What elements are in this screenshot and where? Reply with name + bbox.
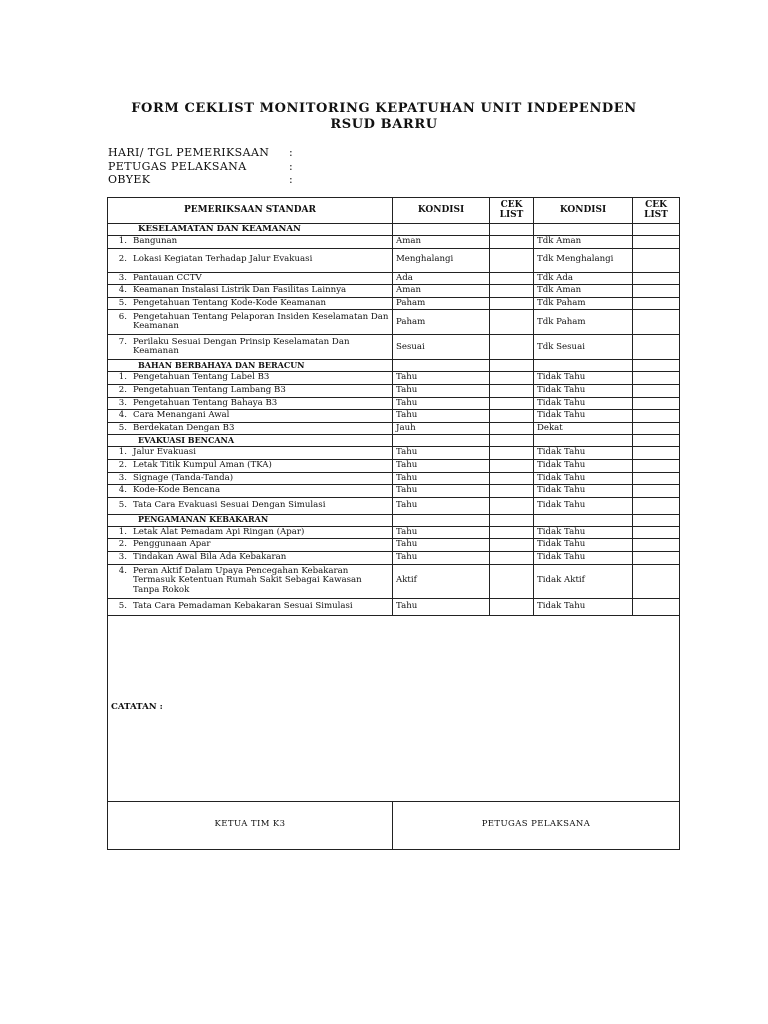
standard-cell xyxy=(108,447,393,460)
standard-item xyxy=(111,486,389,496)
notes-row xyxy=(108,615,680,801)
standard-item xyxy=(111,474,389,484)
form-subtitle: RSUD BARRU xyxy=(330,117,438,132)
standard-item xyxy=(111,399,389,409)
section-row xyxy=(108,514,680,526)
item-number: 4. xyxy=(118,410,127,421)
item-number: 3. xyxy=(118,551,127,562)
checkbox-cell-positive[interactable] xyxy=(490,472,534,485)
checkbox-cell-negative[interactable] xyxy=(633,384,680,397)
checkbox-cell-positive[interactable] xyxy=(490,447,534,460)
item-text: Pengetahuan Tentang Pelaporan Insiden Keselamatan Dan Keamanan xyxy=(133,311,389,332)
kondisi-negative: Tidak Tahu xyxy=(534,526,633,539)
kondisi-negative: Tidak Aktif xyxy=(534,564,633,598)
standard-cell xyxy=(108,272,393,285)
checkbox-cell-positive[interactable] xyxy=(490,551,534,564)
checkbox-cell-positive[interactable] xyxy=(490,310,534,335)
header-cek-list-1: CEK LIST xyxy=(490,198,534,224)
empty-cell xyxy=(534,435,633,447)
item-text: Peran Aktif Dalam Upaya Pencegahan Kebakaran Termasuk Ketentuan Rumah Sakit Sebagai Kawasan Tanpa Rokok xyxy=(133,565,362,595)
kondisi-positive: Tahu xyxy=(393,384,490,397)
checkbox-cell-negative[interactable] xyxy=(633,564,680,598)
standard-cell xyxy=(108,564,393,598)
standard-item xyxy=(111,501,389,511)
kondisi-negative: Tidak Tahu xyxy=(534,485,633,498)
item-number: 5. xyxy=(118,600,127,611)
standard-cell xyxy=(108,410,393,423)
kondisi-positive: Tahu xyxy=(393,539,490,552)
item-number: 4. xyxy=(118,485,127,496)
header-fields xyxy=(108,146,293,187)
checkbox-cell-positive[interactable] xyxy=(490,459,534,472)
table-row xyxy=(108,410,680,423)
item-text: Pengetahuan Tentang Kode-Kode Keamanan xyxy=(133,297,327,308)
empty-cell xyxy=(490,224,534,236)
kondisi-positive: Paham xyxy=(393,297,490,310)
item-number: 2. xyxy=(118,539,127,550)
checkbox-cell-negative[interactable] xyxy=(633,310,680,335)
field-label: PETUGAS PELAKSANA xyxy=(108,159,247,173)
kondisi-positive: Tahu xyxy=(393,372,490,385)
checkbox-cell-positive[interactable] xyxy=(490,410,534,423)
checkbox-cell-negative[interactable] xyxy=(633,526,680,539)
kondisi-negative: Tdk Aman xyxy=(534,285,633,298)
item-text: Lokasi Kegiatan Terhadap Jalur Evakuasi xyxy=(133,254,313,265)
kondisi-positive: Jauh xyxy=(393,422,490,435)
kondisi-positive: Aman xyxy=(393,285,490,298)
table-row xyxy=(108,310,680,335)
checkbox-cell-positive[interactable] xyxy=(490,285,534,298)
checkbox-cell-negative[interactable] xyxy=(633,539,680,552)
kondisi-negative: Tidak Tahu xyxy=(534,539,633,552)
signature-petugas[interactable] xyxy=(393,801,680,849)
kondisi-positive: Paham xyxy=(393,310,490,335)
kondisi-negative: Tidak Tahu xyxy=(534,397,633,410)
checkbox-cell-negative[interactable] xyxy=(633,598,680,615)
item-text: Tata Cara Pemadaman Kebakaran Sesuai Simulasi xyxy=(133,600,353,611)
checkbox-cell-positive[interactable] xyxy=(490,384,534,397)
header-cek-list-2: CEK LIST xyxy=(633,198,680,224)
item-number: 5. xyxy=(118,499,127,510)
item-number: 6. xyxy=(118,311,127,322)
standard-item xyxy=(111,553,389,563)
kondisi-positive: Tahu xyxy=(393,447,490,460)
kondisi-negative: Tdk Menghalangi xyxy=(534,248,633,272)
kondisi-positive: Ada xyxy=(393,272,490,285)
standard-cell xyxy=(108,539,393,552)
checkbox-cell-positive[interactable] xyxy=(490,248,534,272)
standard-cell xyxy=(108,397,393,410)
item-text: Cara Menangani Awal xyxy=(133,410,230,421)
standard-cell xyxy=(108,422,393,435)
field-colon: : xyxy=(289,173,294,186)
table-header-row xyxy=(108,198,680,224)
kondisi-positive: Tahu xyxy=(393,551,490,564)
standard-item xyxy=(111,386,389,396)
signature-label: PETUGAS PELAKSANA xyxy=(481,819,591,830)
table-row xyxy=(108,248,680,272)
standard-cell xyxy=(108,236,393,249)
section-row xyxy=(108,435,680,447)
empty-cell xyxy=(633,514,680,526)
item-number: 3. xyxy=(118,397,127,408)
standard-cell xyxy=(108,297,393,310)
checkbox-cell-positive[interactable] xyxy=(490,526,534,539)
signature-ketua[interactable] xyxy=(108,801,393,849)
notes-area[interactable] xyxy=(108,615,680,801)
standard-item xyxy=(111,448,389,458)
kondisi-positive: Tahu xyxy=(393,459,490,472)
standard-cell xyxy=(108,384,393,397)
table-row xyxy=(108,564,680,598)
kondisi-positive: Tahu xyxy=(393,497,490,514)
item-number: 7. xyxy=(118,336,127,347)
kondisi-positive: Sesuai xyxy=(393,335,490,360)
checkbox-cell-positive[interactable] xyxy=(490,422,534,435)
table-row xyxy=(108,598,680,615)
standard-item xyxy=(111,237,389,247)
item-number: 1. xyxy=(118,236,127,247)
kondisi-negative: Tidak Tahu xyxy=(534,497,633,514)
field-colon: : xyxy=(289,159,294,173)
checkbox-cell-negative[interactable] xyxy=(633,236,680,249)
field-colon: : xyxy=(289,146,294,159)
checkbox-cell-positive[interactable] xyxy=(490,236,534,249)
item-text: Tata Cara Evakuasi Sesuai Dengan Simulasi xyxy=(133,499,326,510)
empty-cell xyxy=(393,514,490,526)
checkbox-cell-positive[interactable] xyxy=(490,598,534,615)
field-label: HARI/ TGL PEMERIKSAAN xyxy=(108,146,270,159)
signature-label: KETUA TIM K3 xyxy=(214,819,286,830)
item-text: Signage (Tanda-Tanda) xyxy=(133,472,234,483)
checkbox-cell-negative[interactable] xyxy=(633,551,680,564)
standard-item xyxy=(111,313,389,332)
standard-item xyxy=(111,528,389,538)
kondisi-negative: Tdk Ada xyxy=(534,272,633,285)
table-row xyxy=(108,551,680,564)
checkbox-cell-positive[interactable] xyxy=(490,485,534,498)
kondisi-negative: Tidak Tahu xyxy=(534,551,633,564)
table-row xyxy=(108,539,680,552)
item-number: 1. xyxy=(118,447,127,458)
kondisi-positive: Tahu xyxy=(393,410,490,423)
item-number: 1. xyxy=(118,526,127,537)
section-title: BAHAN BERBAHAYA DAN BERACUN xyxy=(108,360,393,372)
table-row xyxy=(108,272,680,285)
kondisi-positive: Menghalangi xyxy=(393,248,490,272)
checklist-table xyxy=(107,197,680,850)
empty-cell xyxy=(490,360,534,372)
signature-row xyxy=(108,801,680,849)
standard-item xyxy=(111,299,389,309)
standard-cell xyxy=(108,472,393,485)
item-number: 5. xyxy=(118,422,127,433)
table-row xyxy=(108,372,680,385)
checkbox-cell-negative[interactable] xyxy=(633,335,680,360)
checkbox-cell-negative[interactable] xyxy=(633,472,680,485)
checkbox-cell-negative[interactable] xyxy=(633,248,680,272)
item-number: 2. xyxy=(118,459,127,470)
notes-label: CATATAN : xyxy=(111,702,163,713)
standard-item xyxy=(111,255,389,265)
standard-item xyxy=(111,567,389,596)
item-text: Kode-Kode Bencana xyxy=(133,485,221,496)
table-row xyxy=(108,285,680,298)
kondisi-negative: Tidak Tahu xyxy=(534,372,633,385)
standard-item xyxy=(111,373,389,383)
kondisi-positive: Tahu xyxy=(393,397,490,410)
kondisi-positive: Aman xyxy=(393,236,490,249)
standard-cell xyxy=(108,497,393,514)
table-row xyxy=(108,297,680,310)
standard-cell xyxy=(108,551,393,564)
section-title: PENGAMANAN KEBAKARAN xyxy=(108,514,393,526)
item-text: Keamanan Instalasi Listrik Dan Fasilitas Lainnya xyxy=(133,285,347,296)
checkbox-cell-positive[interactable] xyxy=(490,397,534,410)
empty-cell xyxy=(393,360,490,372)
checkbox-cell-positive[interactable] xyxy=(490,272,534,285)
header-kondisi-1: KONDISI xyxy=(393,198,490,224)
table-row xyxy=(108,472,680,485)
item-number: 4. xyxy=(118,565,127,576)
checkbox-cell-negative[interactable] xyxy=(633,397,680,410)
kondisi-positive: Tahu xyxy=(393,598,490,615)
standard-item xyxy=(111,602,389,612)
checkbox-cell-negative[interactable] xyxy=(633,372,680,385)
header-standard: PEMERIKSAAN STANDAR xyxy=(108,198,393,224)
kondisi-positive: Tahu xyxy=(393,485,490,498)
standard-cell xyxy=(108,248,393,272)
section-row xyxy=(108,224,680,236)
kondisi-negative: Tidak Tahu xyxy=(534,384,633,397)
section-row xyxy=(108,360,680,372)
empty-cell xyxy=(633,435,680,447)
checkbox-cell-positive[interactable] xyxy=(490,497,534,514)
checkbox-cell-positive[interactable] xyxy=(490,564,534,598)
kondisi-negative: Tdk Aman xyxy=(534,236,633,249)
table-row xyxy=(108,384,680,397)
table-row xyxy=(108,236,680,249)
kondisi-positive: Aktif xyxy=(393,564,490,598)
item-text: Berdekatan Dengan B3 xyxy=(133,422,235,433)
item-text: Letak Titik Kumpul Aman (TKA) xyxy=(133,459,272,470)
checkbox-cell-negative[interactable] xyxy=(633,410,680,423)
item-number: 2. xyxy=(118,385,127,396)
checkbox-cell-negative[interactable] xyxy=(633,459,680,472)
standard-item xyxy=(111,274,389,284)
item-text: Tindakan Awal Bila Ada Kebakaran xyxy=(133,551,287,562)
empty-cell xyxy=(490,514,534,526)
standard-cell xyxy=(108,335,393,360)
kondisi-negative: Dekat xyxy=(534,422,633,435)
item-text: Pengetahuan Tentang Lambang B3 xyxy=(133,385,286,396)
standard-item xyxy=(111,411,389,421)
kondisi-negative: Tdk Sesuai xyxy=(534,335,633,360)
table-row xyxy=(108,526,680,539)
standard-item xyxy=(111,286,389,296)
item-text: Pengetahuan Tentang Bahaya B3 xyxy=(133,397,278,408)
section-title: EVAKUASI BENCANA xyxy=(108,435,393,447)
kondisi-negative: Tidak Tahu xyxy=(534,447,633,460)
item-text: Perilaku Sesuai Dengan Prinsip Keselamatan Dan Keamanan xyxy=(133,336,350,357)
kondisi-negative: Tidak Tahu xyxy=(534,410,633,423)
checkbox-cell-positive[interactable] xyxy=(490,539,534,552)
kondisi-negative: Tidak Tahu xyxy=(534,472,633,485)
empty-cell xyxy=(633,360,680,372)
item-number: 3. xyxy=(118,472,127,483)
item-text: Pantauan CCTV xyxy=(133,272,202,283)
checkbox-cell-negative[interactable] xyxy=(633,422,680,435)
table-row xyxy=(108,335,680,360)
checkbox-cell-negative[interactable] xyxy=(633,447,680,460)
empty-cell xyxy=(534,224,633,236)
form-title: FORM CEKLIST MONITORING KEPATUHAN UNIT INDEPENDEN xyxy=(131,101,637,116)
checkbox-cell-negative[interactable] xyxy=(633,272,680,285)
field-date[interactable] xyxy=(108,146,293,160)
standard-item xyxy=(111,338,389,357)
item-text: Jalur Evakuasi xyxy=(133,447,196,458)
item-number: 2. xyxy=(118,254,127,265)
item-text: Bangunan xyxy=(133,236,178,247)
standard-item xyxy=(111,540,389,550)
checkbox-cell-positive[interactable] xyxy=(490,372,534,385)
item-text: Penggunaan Apar xyxy=(133,539,211,550)
empty-cell xyxy=(633,224,680,236)
item-number: 3. xyxy=(118,272,127,283)
field-object[interactable] xyxy=(108,173,293,187)
standard-cell xyxy=(108,526,393,539)
table-row xyxy=(108,422,680,435)
standard-cell xyxy=(108,485,393,498)
item-text: Letak Alat Pemadam Api Ringan (Apar) xyxy=(133,526,305,537)
standard-item xyxy=(111,424,389,434)
kondisi-positive: Tahu xyxy=(393,472,490,485)
kondisi-negative: Tdk Paham xyxy=(534,310,633,335)
checkbox-cell-negative[interactable] xyxy=(633,297,680,310)
kondisi-negative: Tidak Tahu xyxy=(534,598,633,615)
checkbox-cell-positive[interactable] xyxy=(490,297,534,310)
kondisi-negative: Tdk Paham xyxy=(534,297,633,310)
field-officer[interactable] xyxy=(108,160,293,174)
standard-cell xyxy=(108,459,393,472)
standard-cell xyxy=(108,372,393,385)
table-row xyxy=(108,485,680,498)
checkbox-cell-negative[interactable] xyxy=(633,497,680,514)
empty-cell xyxy=(393,435,490,447)
checkbox-cell-negative[interactable] xyxy=(633,285,680,298)
empty-cell xyxy=(534,514,633,526)
empty-cell xyxy=(534,360,633,372)
table-row xyxy=(108,447,680,460)
kondisi-negative: Tidak Tahu xyxy=(534,459,633,472)
field-label: OBYEK xyxy=(108,173,151,186)
standard-cell xyxy=(108,598,393,615)
table-row xyxy=(108,397,680,410)
standard-item xyxy=(111,461,389,471)
empty-cell xyxy=(490,435,534,447)
checkbox-cell-positive[interactable] xyxy=(490,335,534,360)
kondisi-positive: Tahu xyxy=(393,526,490,539)
item-number: 4. xyxy=(118,285,127,296)
header-kondisi-2: KONDISI xyxy=(534,198,633,224)
table-row xyxy=(108,459,680,472)
item-number: 1. xyxy=(118,372,127,383)
standard-cell xyxy=(108,285,393,298)
checkbox-cell-negative[interactable] xyxy=(633,485,680,498)
table-row xyxy=(108,497,680,514)
section-title: KESELAMATAN DAN KEAMANAN xyxy=(108,224,393,236)
item-text: Pengetahuan Tentang Label B3 xyxy=(133,372,270,383)
item-number: 5. xyxy=(118,297,127,308)
standard-cell xyxy=(108,310,393,335)
empty-cell xyxy=(393,224,490,236)
